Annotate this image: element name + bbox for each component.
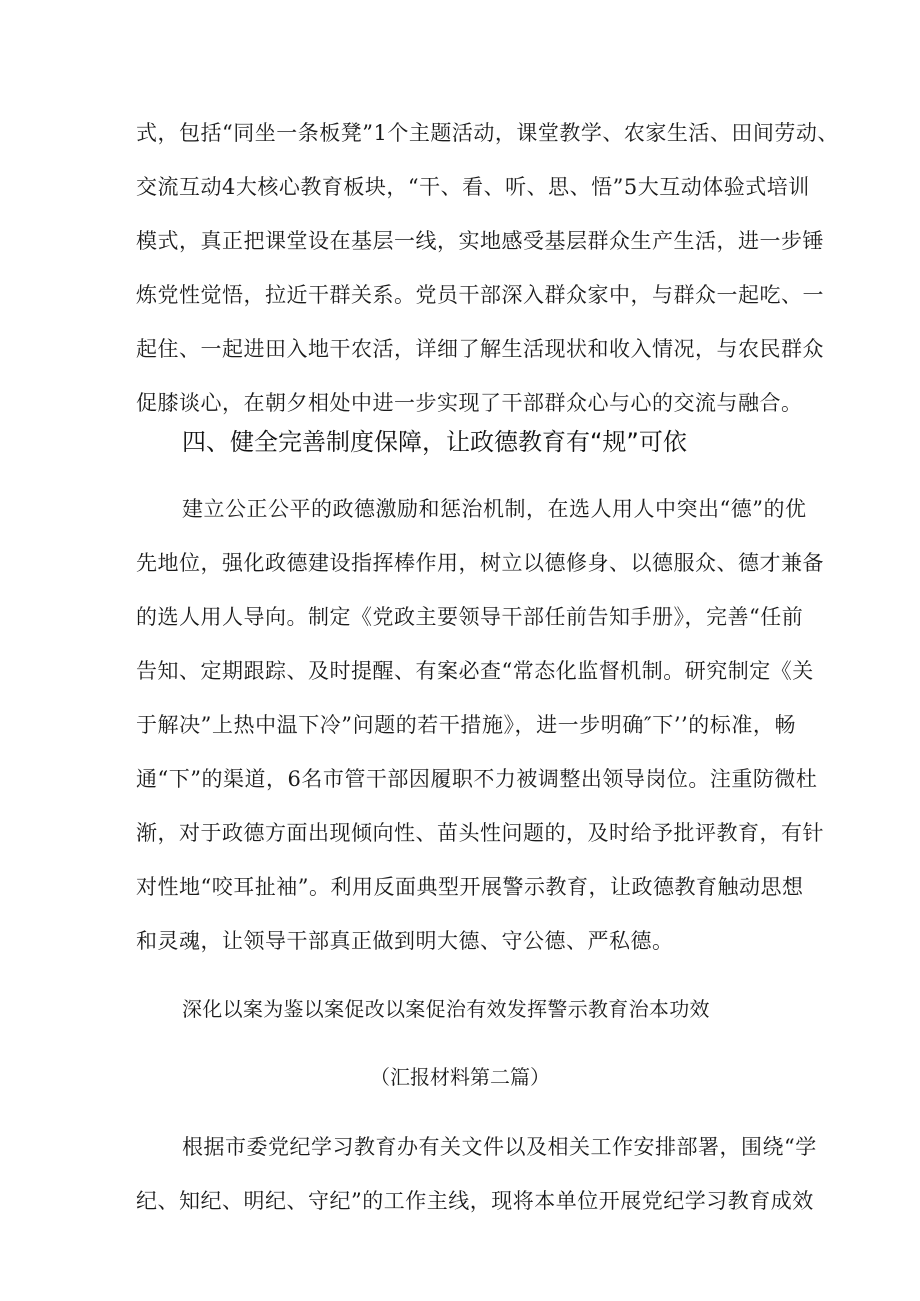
paragraph-line: 起住、一起进田入地干农活，详细了解生活现状和收入情况，与农民群众 bbox=[136, 337, 824, 361]
paragraph-line: 的选人用人导向。制定《党政主要领导干部任前告知手册》，完善“任前 bbox=[136, 605, 804, 629]
article-title: 深化以案为鉴以案促改以案促治有效发挥警示教育治本功效 bbox=[182, 997, 710, 1021]
paragraph-line: 告知、定期跟踪、及时提醒、有案必查“常态化监督机制。研究制定《关 bbox=[136, 659, 814, 683]
paragraph-line: 式，包括“同坐一条板凳”1个主题活动，课堂教学、农家生活、田间劳动、 bbox=[136, 121, 839, 145]
paragraph-line: 建立公正公平的政德激励和惩治机制，在选人用人中突出“德”的优 bbox=[182, 497, 807, 521]
paragraph-line: 促膝谈心，在朝夕相处中进一步实现了干部群众心与心的交流与融合。 bbox=[136, 391, 803, 415]
paragraph-line: 炼党性觉悟，拉近干群关系。党员干部深入群众家中，与群众一起吃、一 bbox=[136, 283, 824, 307]
paragraph-line: 和灵魂，让领导干部真正做到明大德、守公德、严私德。 bbox=[136, 929, 674, 953]
paragraph-line: 先地位，强化政德建设指挥棒作用，树立以德修身、以德服众、德才兼备 bbox=[136, 551, 824, 575]
paragraph-line: 纪、知纪、明纪、守纪”的工作主线，现将本单位开展党纪学习教育成效 bbox=[136, 1189, 814, 1213]
paragraph-line: 交流互动4大核心教育板块，“干、看、听、思、悟”5大互动体验式培训 bbox=[136, 175, 810, 199]
paragraph-line: 通“下”的渠道，6名市管干部因履职不力被调整出领导岗位。注重防微杜 bbox=[136, 767, 818, 791]
article-subtitle: （汇报材料第二篇） bbox=[370, 1065, 550, 1089]
paragraph-line: 对性地“咬耳扯袖”。利用反面典型开展警示教育，让政德教育触动思想 bbox=[136, 875, 804, 899]
paragraph-line: 于解决”上热中温下冷”问题的若干措施》，进一步明确″下’’的标准，畅 bbox=[136, 713, 796, 737]
paragraph-line: 渐，对于政德方面出现倾向性、苗头性问题的，及时给予批评教育，有针 bbox=[136, 821, 824, 845]
paragraph-line: 模式，真正把课堂设在基层一线，实地感受基层群众生产生活，进一步锤 bbox=[136, 229, 824, 253]
paragraph-line: 根据市委党纪学习教育办有关文件以及相关工作安排部署，围绕“学 bbox=[182, 1135, 817, 1159]
section-heading: 四、健全完善制度保障，让政德教育有“规”可依 bbox=[182, 428, 687, 456]
